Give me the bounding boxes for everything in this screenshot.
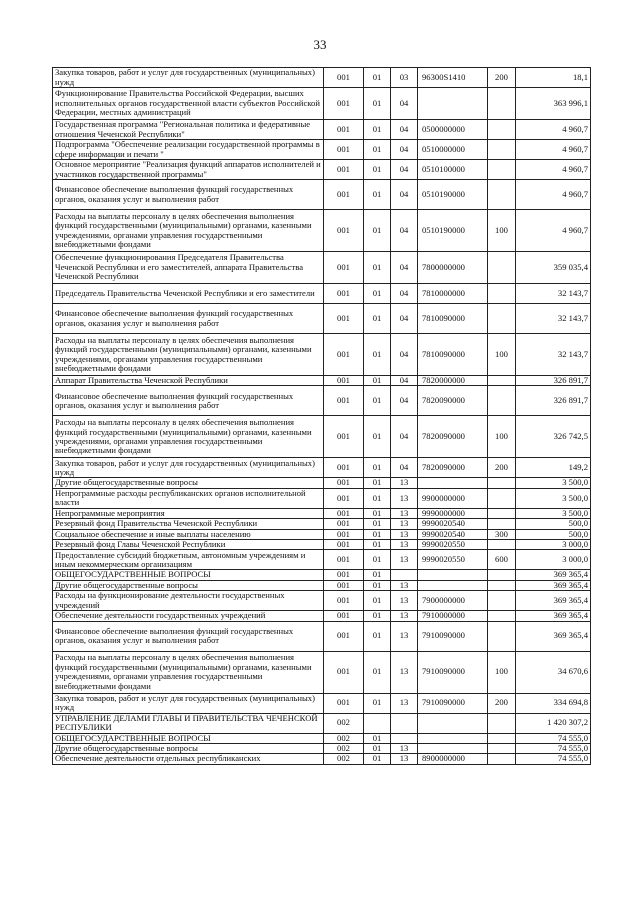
row-amount: 74 555,0 bbox=[516, 733, 591, 743]
table-row bbox=[53, 416, 591, 458]
row-expense-type bbox=[488, 88, 516, 120]
row-section-code: 01 bbox=[364, 120, 391, 140]
row-subsection-code: 04 bbox=[391, 334, 418, 376]
row-target-article bbox=[418, 580, 488, 590]
row-target-article: 7800000000 bbox=[418, 252, 488, 284]
row-section-code: 01 bbox=[364, 252, 391, 284]
row-expense-type bbox=[488, 621, 516, 651]
row-target-article: 0510000000 bbox=[418, 140, 488, 160]
row-grbs-code: 001 bbox=[324, 376, 364, 386]
row-section-code: 01 bbox=[364, 68, 391, 88]
row-target-article: 7910000000 bbox=[418, 611, 488, 621]
row-expense-type: 300 bbox=[488, 529, 516, 539]
row-section-code: 01 bbox=[364, 529, 391, 539]
row-name: Закупка товаров, работ и услуг для государственных (муниципальных) нужд bbox=[53, 693, 324, 713]
row-section-code: 01 bbox=[364, 140, 391, 160]
row-name: Предоставление субсидий бюджетным, автономным учреждениям и иным некоммерческим организациям bbox=[53, 550, 324, 570]
row-subsection-code: 04 bbox=[391, 284, 418, 304]
row-amount: 3 500,0 bbox=[516, 478, 591, 488]
row-expense-type: 100 bbox=[488, 210, 516, 252]
row-name: Финансовое обеспечение выполнения функций государственных органов, оказания услуг и выполнения работ bbox=[53, 304, 324, 334]
row-grbs-code: 001 bbox=[324, 284, 364, 304]
row-name: Закупка товаров, работ и услуг для государственных (муниципальных) нужд bbox=[53, 458, 324, 478]
row-grbs-code: 001 bbox=[324, 252, 364, 284]
row-subsection-code: 04 bbox=[391, 120, 418, 140]
row-amount: 363 996,1 bbox=[516, 88, 591, 120]
row-target-article: 8900000000 bbox=[418, 754, 488, 764]
row-amount: 4 960,7 bbox=[516, 160, 591, 180]
table-row bbox=[53, 540, 591, 550]
budget-table bbox=[52, 67, 591, 765]
row-amount: 32 143,7 bbox=[516, 334, 591, 376]
row-grbs-code: 001 bbox=[324, 580, 364, 590]
table-row bbox=[53, 693, 591, 713]
row-target-article: 7820090000 bbox=[418, 386, 488, 416]
row-section-code: 01 bbox=[364, 570, 391, 580]
row-name: Социальное обеспечение и иные выплаты населению bbox=[53, 529, 324, 539]
row-amount: 3 500,0 bbox=[516, 508, 591, 518]
row-expense-type bbox=[488, 478, 516, 488]
table-row bbox=[53, 754, 591, 764]
row-target-article bbox=[418, 88, 488, 120]
table-row bbox=[53, 140, 591, 160]
table-row bbox=[53, 621, 591, 651]
row-section-code: 01 bbox=[364, 651, 391, 693]
row-expense-type bbox=[488, 140, 516, 160]
row-name: Расходы на выплаты персоналу в целях обеспечения выполнения функций государственными (муниципальными) органами, казенными учреждениями, органами управления государственными внебюджетными фондами bbox=[53, 651, 324, 693]
row-amount: 34 670,6 bbox=[516, 651, 591, 693]
row-subsection-code: 13 bbox=[391, 754, 418, 764]
row-expense-type bbox=[488, 508, 516, 518]
row-name: Другие общегосударственные вопросы bbox=[53, 478, 324, 488]
row-subsection-code: 13 bbox=[391, 744, 418, 754]
row-section-code: 01 bbox=[364, 611, 391, 621]
row-amount: 18,1 bbox=[516, 68, 591, 88]
row-subsection-code: 13 bbox=[391, 519, 418, 529]
row-section-code: 01 bbox=[364, 304, 391, 334]
row-subsection-code bbox=[391, 570, 418, 580]
row-grbs-code: 001 bbox=[324, 334, 364, 376]
row-grbs-code: 001 bbox=[324, 416, 364, 458]
row-section-code: 01 bbox=[364, 733, 391, 743]
row-subsection-code: 13 bbox=[391, 693, 418, 713]
row-target-article: 0510190000 bbox=[418, 180, 488, 210]
row-section-code: 01 bbox=[364, 591, 391, 611]
row-name: Непрограммные мероприятия bbox=[53, 508, 324, 518]
row-expense-type bbox=[488, 713, 516, 733]
row-amount: 359 035,4 bbox=[516, 252, 591, 284]
row-expense-type bbox=[488, 488, 516, 508]
row-subsection-code: 04 bbox=[391, 376, 418, 386]
row-subsection-code: 04 bbox=[391, 416, 418, 458]
table-row bbox=[53, 386, 591, 416]
row-expense-type: 200 bbox=[488, 458, 516, 478]
row-amount: 369 365,4 bbox=[516, 621, 591, 651]
table-row bbox=[53, 591, 591, 611]
row-amount: 326 891,7 bbox=[516, 376, 591, 386]
row-subsection-code: 04 bbox=[391, 88, 418, 120]
row-section-code: 01 bbox=[364, 88, 391, 120]
row-expense-type bbox=[488, 519, 516, 529]
row-subsection-code: 13 bbox=[391, 651, 418, 693]
table-row bbox=[53, 120, 591, 140]
row-section-code: 01 bbox=[364, 519, 391, 529]
row-subsection-code: 13 bbox=[391, 488, 418, 508]
row-subsection-code: 04 bbox=[391, 252, 418, 284]
row-section-code bbox=[364, 713, 391, 733]
row-subsection-code: 04 bbox=[391, 210, 418, 252]
row-expense-type bbox=[488, 733, 516, 743]
row-grbs-code: 001 bbox=[324, 386, 364, 416]
row-grbs-code: 001 bbox=[324, 160, 364, 180]
row-section-code: 01 bbox=[364, 580, 391, 590]
table-row bbox=[53, 570, 591, 580]
row-grbs-code: 001 bbox=[324, 529, 364, 539]
row-subsection-code: 04 bbox=[391, 180, 418, 210]
table-row bbox=[53, 210, 591, 252]
row-grbs-code: 001 bbox=[324, 210, 364, 252]
row-name: Другие общегосударственные вопросы bbox=[53, 744, 324, 754]
row-amount: 4 960,7 bbox=[516, 140, 591, 160]
row-section-code: 01 bbox=[364, 754, 391, 764]
row-name: Обеспечение деятельности отдельных республиканских bbox=[53, 754, 324, 764]
row-section-code: 01 bbox=[364, 478, 391, 488]
row-subsection-code: 04 bbox=[391, 160, 418, 180]
row-target-article: 7810090000 bbox=[418, 304, 488, 334]
row-expense-type: 100 bbox=[488, 334, 516, 376]
row-name: Непрограммные расходы республиканских органов исполнительной власти bbox=[53, 488, 324, 508]
table-row bbox=[53, 68, 591, 88]
row-subsection-code: 13 bbox=[391, 478, 418, 488]
row-subsection-code: 04 bbox=[391, 386, 418, 416]
table-row bbox=[53, 508, 591, 518]
row-amount: 4 960,7 bbox=[516, 180, 591, 210]
row-subsection-code: 13 bbox=[391, 591, 418, 611]
row-target-article: 9990020540 bbox=[418, 529, 488, 539]
row-amount: 4 960,7 bbox=[516, 210, 591, 252]
row-expense-type bbox=[488, 591, 516, 611]
table-row bbox=[53, 713, 591, 733]
row-section-code: 01 bbox=[364, 621, 391, 651]
row-section-code: 01 bbox=[364, 550, 391, 570]
row-name: Расходы на выплаты персоналу в целях обеспечения выполнения функций государственными (муниципальными) органами, казенными учреждениями, органами управления государственными внебюджетными фондами bbox=[53, 210, 324, 252]
row-amount: 3 000,0 bbox=[516, 540, 591, 550]
row-name: Председатель Правительства Чеченской Республики и его заместители bbox=[53, 284, 324, 304]
row-section-code: 01 bbox=[364, 416, 391, 458]
row-amount: 32 143,7 bbox=[516, 304, 591, 334]
table-row bbox=[53, 733, 591, 743]
row-grbs-code: 002 bbox=[324, 713, 364, 733]
table-row bbox=[53, 88, 591, 120]
row-name: Государственная программа "Региональная политика и федеративные отношения Чеченской Республики" bbox=[53, 120, 324, 140]
row-target-article bbox=[418, 478, 488, 488]
row-subsection-code: 04 bbox=[391, 458, 418, 478]
row-subsection-code: 13 bbox=[391, 508, 418, 518]
row-section-code: 01 bbox=[364, 180, 391, 210]
row-target-article: 7820000000 bbox=[418, 376, 488, 386]
row-target-article: 0510190000 bbox=[418, 210, 488, 252]
row-subsection-code: 04 bbox=[391, 304, 418, 334]
row-section-code: 01 bbox=[364, 540, 391, 550]
row-expense-type: 100 bbox=[488, 416, 516, 458]
row-section-code: 01 bbox=[364, 284, 391, 304]
table-row bbox=[53, 180, 591, 210]
row-amount: 334 694,8 bbox=[516, 693, 591, 713]
table-row bbox=[53, 651, 591, 693]
row-amount: 369 365,4 bbox=[516, 580, 591, 590]
row-name: Финансовое обеспечение выполнения функций государственных органов, оказания услуг и выполнения работ bbox=[53, 386, 324, 416]
table-row bbox=[53, 458, 591, 478]
row-amount: 369 365,4 bbox=[516, 591, 591, 611]
row-grbs-code: 001 bbox=[324, 591, 364, 611]
row-target-article: 7820090000 bbox=[418, 458, 488, 478]
row-amount: 326 891,7 bbox=[516, 386, 591, 416]
row-section-code: 01 bbox=[364, 210, 391, 252]
row-subsection-code: 13 bbox=[391, 621, 418, 651]
row-section-code: 01 bbox=[364, 508, 391, 518]
table-row bbox=[53, 334, 591, 376]
row-name: Расходы на функционирование деятельности государственных учреждений bbox=[53, 591, 324, 611]
row-section-code: 01 bbox=[364, 458, 391, 478]
row-grbs-code: 001 bbox=[324, 693, 364, 713]
row-expense-type bbox=[488, 540, 516, 550]
row-target-article: 9900000000 bbox=[418, 488, 488, 508]
row-target-article: 9990020540 bbox=[418, 519, 488, 529]
row-grbs-code: 001 bbox=[324, 488, 364, 508]
row-subsection-code: 13 bbox=[391, 611, 418, 621]
row-grbs-code: 001 bbox=[324, 651, 364, 693]
row-target-article: 7820090000 bbox=[418, 416, 488, 458]
row-grbs-code: 001 bbox=[324, 68, 364, 88]
row-section-code: 01 bbox=[364, 386, 391, 416]
row-grbs-code: 001 bbox=[324, 478, 364, 488]
row-amount: 3 500,0 bbox=[516, 488, 591, 508]
row-name: Другие общегосударственные вопросы bbox=[53, 580, 324, 590]
table-row bbox=[53, 284, 591, 304]
table-row bbox=[53, 550, 591, 570]
row-section-code: 01 bbox=[364, 744, 391, 754]
row-name: Функционирование Правительства Российской Федерации, высших исполнительных органов государственной власти субъектов Российской Федерации, местных администраций bbox=[53, 88, 324, 120]
row-grbs-code: 001 bbox=[324, 540, 364, 550]
row-grbs-code: 001 bbox=[324, 611, 364, 621]
row-grbs-code: 002 bbox=[324, 744, 364, 754]
row-subsection-code: 03 bbox=[391, 68, 418, 88]
row-expense-type: 200 bbox=[488, 68, 516, 88]
row-name: Резервный фонд Правительства Чеченской Республики bbox=[53, 519, 324, 529]
row-name: ОБЩЕГОСУДАРСТВЕННЫЕ ВОПРОСЫ bbox=[53, 733, 324, 743]
row-name: УПРАВЛЕНИЕ ДЕЛАМИ ГЛАВЫ И ПРАВИТЕЛЬСТВА ЧЕЧЕНСКОЙ РЕСПУБЛИКИ bbox=[53, 713, 324, 733]
row-subsection-code: 13 bbox=[391, 550, 418, 570]
row-subsection-code: 13 bbox=[391, 540, 418, 550]
row-target-article bbox=[418, 744, 488, 754]
table-row bbox=[53, 252, 591, 284]
table-row bbox=[53, 519, 591, 529]
row-amount: 500,0 bbox=[516, 519, 591, 529]
row-target-article: 9990000000 bbox=[418, 508, 488, 518]
row-target-article: 7810000000 bbox=[418, 284, 488, 304]
row-grbs-code: 001 bbox=[324, 88, 364, 120]
row-name: Обеспечение функционирования Председателя Правительства Чеченской Республики и его заместителей, аппарата Правительства Чеченской Республики bbox=[53, 252, 324, 284]
row-expense-type bbox=[488, 376, 516, 386]
row-name: Основное мероприятие "Реализация функций аппаратов исполнителей и участников государственной программы" bbox=[53, 160, 324, 180]
table-row bbox=[53, 376, 591, 386]
row-target-article: 96300S1410 bbox=[418, 68, 488, 88]
row-grbs-code: 001 bbox=[324, 120, 364, 140]
row-grbs-code: 002 bbox=[324, 733, 364, 743]
table-row bbox=[53, 488, 591, 508]
row-grbs-code: 001 bbox=[324, 570, 364, 580]
row-subsection-code bbox=[391, 713, 418, 733]
row-expense-type bbox=[488, 386, 516, 416]
table-row bbox=[53, 611, 591, 621]
row-subsection-code: 13 bbox=[391, 529, 418, 539]
row-grbs-code: 002 bbox=[324, 754, 364, 764]
row-expense-type bbox=[488, 120, 516, 140]
row-subsection-code bbox=[391, 733, 418, 743]
row-subsection-code: 13 bbox=[391, 580, 418, 590]
row-amount: 149,2 bbox=[516, 458, 591, 478]
row-amount: 326 742,5 bbox=[516, 416, 591, 458]
row-section-code: 01 bbox=[364, 334, 391, 376]
row-amount: 32 143,7 bbox=[516, 284, 591, 304]
row-grbs-code: 001 bbox=[324, 519, 364, 529]
row-amount: 4 960,7 bbox=[516, 120, 591, 140]
row-name: Резервный фонд Главы Чеченской Республики bbox=[53, 540, 324, 550]
row-grbs-code: 001 bbox=[324, 621, 364, 651]
row-target-article: 9990020550 bbox=[418, 550, 488, 570]
row-amount: 3 000,0 bbox=[516, 550, 591, 570]
row-name: Финансовое обеспечение выполнения функций государственных органов, оказания услуг и выполнения работ bbox=[53, 180, 324, 210]
table-row bbox=[53, 160, 591, 180]
row-name: Обеспечение деятельности государственных учреждений bbox=[53, 611, 324, 621]
row-expense-type bbox=[488, 284, 516, 304]
row-name: ОБЩЕГОСУДАРСТВЕННЫЕ ВОПРОСЫ bbox=[53, 570, 324, 580]
row-name: Закупка товаров, работ и услуг для государственных (муниципальных) нужд bbox=[53, 68, 324, 88]
table-row bbox=[53, 529, 591, 539]
row-name: Расходы на выплаты персоналу в целях обеспечения выполнения функций государственными (муниципальными) органами, казенными учреждениями, органами управления государственными внебюджетными фондами bbox=[53, 334, 324, 376]
row-target-article: 7910090000 bbox=[418, 621, 488, 651]
row-expense-type: 100 bbox=[488, 651, 516, 693]
row-grbs-code: 001 bbox=[324, 304, 364, 334]
row-expense-type: 600 bbox=[488, 550, 516, 570]
row-grbs-code: 001 bbox=[324, 508, 364, 518]
row-target-article: 9990020550 bbox=[418, 540, 488, 550]
row-name: Аппарат Правительства Чеченской Республики bbox=[53, 376, 324, 386]
row-expense-type bbox=[488, 304, 516, 334]
row-amount: 500,0 bbox=[516, 529, 591, 539]
row-expense-type: 200 bbox=[488, 693, 516, 713]
table-row bbox=[53, 304, 591, 334]
row-target-article: 7910090000 bbox=[418, 651, 488, 693]
table-row bbox=[53, 580, 591, 590]
row-amount: 74 555,0 bbox=[516, 754, 591, 764]
row-amount: 369 365,4 bbox=[516, 611, 591, 621]
row-subsection-code: 04 bbox=[391, 140, 418, 160]
row-expense-type bbox=[488, 180, 516, 210]
row-target-article: 7810090000 bbox=[418, 334, 488, 376]
row-target-article: 7900000000 bbox=[418, 591, 488, 611]
row-name: Подпрограмма "Обеспечение реализации государственной программы в сфере информации и печати " bbox=[53, 140, 324, 160]
row-amount: 74 555,0 bbox=[516, 744, 591, 754]
row-grbs-code: 001 bbox=[324, 458, 364, 478]
row-section-code: 01 bbox=[364, 376, 391, 386]
table-row bbox=[53, 744, 591, 754]
row-section-code: 01 bbox=[364, 488, 391, 508]
row-expense-type bbox=[488, 580, 516, 590]
row-grbs-code: 001 bbox=[324, 550, 364, 570]
row-grbs-code: 001 bbox=[324, 140, 364, 160]
row-target-article bbox=[418, 713, 488, 733]
row-name: Расходы на выплаты персоналу в целях обеспечения выполнения функций государственными (муниципальными) органами, казенными учреждениями, органами управления государственными внебюджетными фондами bbox=[53, 416, 324, 458]
row-name: Финансовое обеспечение выполнения функций государственных органов, оказания услуг и выполнения работ bbox=[53, 621, 324, 651]
row-target-article: 7910090000 bbox=[418, 693, 488, 713]
row-section-code: 01 bbox=[364, 693, 391, 713]
row-target-article: 0510100000 bbox=[418, 160, 488, 180]
row-section-code: 01 bbox=[364, 160, 391, 180]
row-expense-type bbox=[488, 744, 516, 754]
row-grbs-code: 001 bbox=[324, 180, 364, 210]
row-target-article: 0500000000 bbox=[418, 120, 488, 140]
page-number: 33 bbox=[313, 37, 327, 52]
table-row bbox=[53, 478, 591, 488]
row-expense-type bbox=[488, 252, 516, 284]
row-expense-type bbox=[488, 754, 516, 764]
row-amount: 369 365,4 bbox=[516, 570, 591, 580]
row-expense-type bbox=[488, 570, 516, 580]
row-target-article bbox=[418, 570, 488, 580]
row-amount: 1 420 307,2 bbox=[516, 713, 591, 733]
row-target-article bbox=[418, 733, 488, 743]
row-expense-type bbox=[488, 611, 516, 621]
row-expense-type bbox=[488, 160, 516, 180]
